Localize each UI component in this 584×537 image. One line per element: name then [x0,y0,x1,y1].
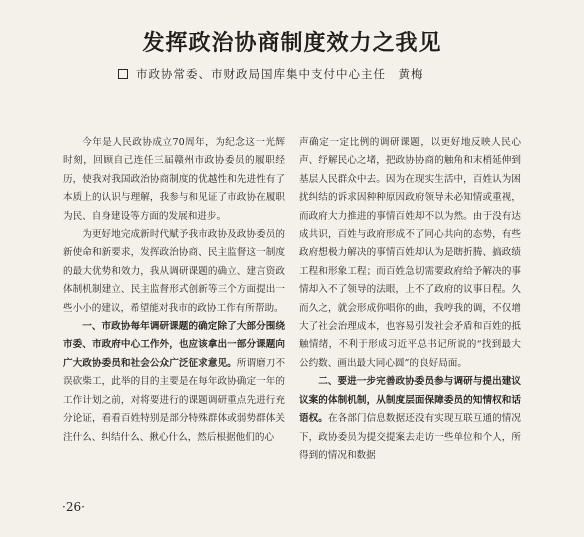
paragraph-text: 所谓磨刀不误砍柴工，此举的目的主要是在每年政协确定一年的工作计划之前，对将要进行的课题调研重点先进行充分论证，看看百姓特别是部分特殊群体或弱势群体关注什么、纠结什么、揪心什么，然后根据他们的心 [63,357,286,443]
author-byline-text: 市政协常委、市财政局国库集中支付中心主任 黄梅 [136,67,424,81]
paragraph: 声确定一定比例的调研课题，以更好地反映人民心声、纾解民心之堵，把政协协商的触角和末梢延伸到基层人民群众中去。因为在现实生活中，百姓认为困扰纠结的诉求因种种原因政府领导未必知情或重视，而政府大力推进的事情百姓却不以为然。由于没有达成共识，百姓与政府形成不了同心共向的态势，有些政府想极力解决的事情百姓却认为是瞎折腾、搞政绩工程和形象工程；而百姓急切需要政府给予解决的事情却入不了领导的法眼，上不了政府的议事日程。久而久之，就会形成你唱你的曲，我哼我的调，不仅增大了社会治理成本，也容易引发社会矛盾和百姓的抵触情绪，不利于形成习近平总书记所说的“找到最大公约数、画出最大同心圆”的良好局面。 [299,137,521,369]
checkbox-square-icon [118,69,128,79]
right-column [299,134,521,465]
page-number: ·26· [62,500,85,514]
paragraph: 今年是人民政协成立70周年，为纪念这一光辉时刻，回顾自己连任三届赣州市政协委员的履职经历，使我对我国政治协商制度的优越性和先进性有了本质上的认识与理解，我参与和见证了市政协在履职为民、自身建设等方面的发展和进步。 [63,137,285,222]
paragraph-text: 在各部门信息数据还没有实现互联互通的情况下，政协委员为提交提案去走访一些单位和个人，所得到的情况和数据 [299,413,522,461]
paragraph [63,318,285,447]
paragraph [299,373,521,465]
bold-heading-text: 二、要进一步完善政协委员参与调研与提出建议议案的体制机制，从制度层面保障委员的知情权和话语权。 [299,376,521,425]
author-byline [118,66,424,82]
article-title: 发挥政治协商制度效力之我见 [142,31,442,56]
bold-heading-text: 一、市政协每年调研课题的确定除了大部分围绕市委、市政府中心工作外，也应该拿出一部分课题向广大政协委员和社会公众广泛征求意见。 [63,321,285,369]
paragraph: 为更好地完成新时代赋予我市政协及政协委员的新使命和新要求，发挥政治协商、民主监督这一制度的最大优势和效力，我从调研课题的确立、建言资政体制机制建立、民主监督形式创新等三个方面提出一些小小的建议，希望能对我市的政协工作有所帮助。 [63,229,285,314]
left-column [63,134,285,447]
